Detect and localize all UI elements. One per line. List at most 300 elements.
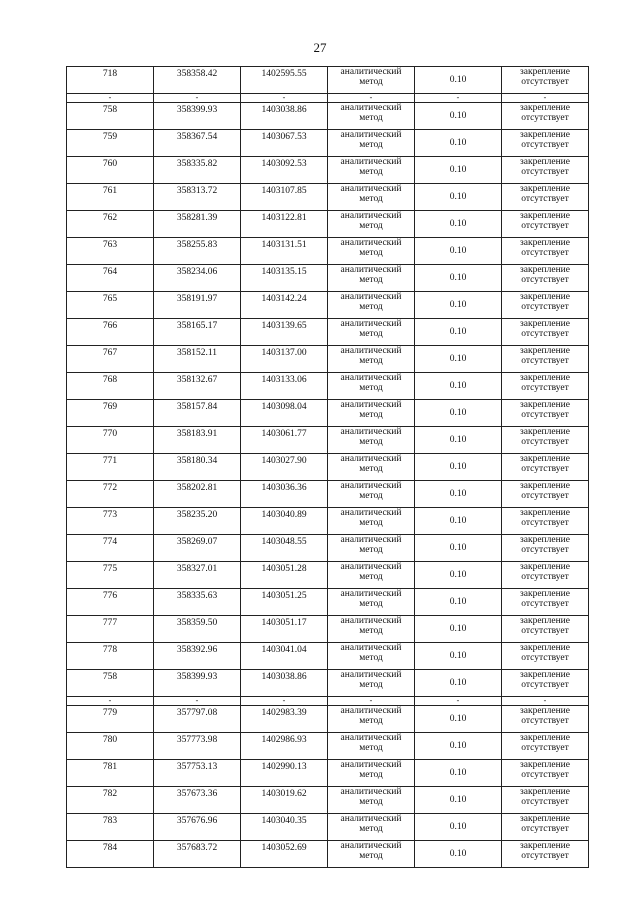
- fixing-cell: [502, 841, 589, 868]
- x-coordinate-cell: 358359.50: [154, 616, 241, 643]
- method-line-1: аналитический: [340, 670, 402, 680]
- method-line-1: аналитический: [340, 814, 402, 824]
- fixing-cell: [502, 400, 589, 427]
- method-line-2: метод: [359, 518, 383, 528]
- y-coordinate-cell: 1403142.24: [241, 292, 328, 319]
- x-coordinate-cell: 358191.97: [154, 292, 241, 319]
- method-cell: [328, 643, 415, 670]
- accuracy-cell: 0.10: [415, 589, 502, 616]
- fixing-line-2: отсутствует: [521, 680, 569, 690]
- fixing-cell: [502, 346, 589, 373]
- method-cell: [328, 562, 415, 589]
- fixing-line-2: отсутствует: [521, 302, 569, 312]
- point-number-cell: 763: [67, 238, 154, 265]
- x-coordinate-cell: 358327.01: [154, 562, 241, 589]
- point-number-cell: 780: [67, 733, 154, 760]
- x-coordinate-cell: 358281.39: [154, 211, 241, 238]
- fixing-line-1: закрепление: [520, 589, 570, 599]
- method-cell: [328, 265, 415, 292]
- table-row: [67, 733, 589, 760]
- fixing-line-2: отсутствует: [521, 743, 569, 753]
- method-line-2: метод: [359, 599, 383, 609]
- fixing-cell: [502, 130, 589, 157]
- method-line-1: аналитический: [340, 787, 402, 797]
- method-line-2: метод: [359, 716, 383, 726]
- table-row: [67, 535, 589, 562]
- method-line-1: аналитический: [340, 481, 402, 491]
- method-cell: [328, 373, 415, 400]
- separator-cell: -: [328, 697, 415, 706]
- table-row: [67, 346, 589, 373]
- fixing-cell: [502, 733, 589, 760]
- fixing-line-1: закрепление: [520, 454, 570, 464]
- x-coordinate-cell: 358392.96: [154, 643, 241, 670]
- method-line-1: аналитический: [340, 319, 402, 329]
- method-line-2: метод: [359, 680, 383, 690]
- method-line-1: аналитический: [340, 643, 402, 653]
- accuracy-cell: 0.10: [415, 643, 502, 670]
- method-cell: [328, 346, 415, 373]
- fixing-cell: [502, 319, 589, 346]
- fixing-line-2: отсутствует: [521, 770, 569, 780]
- method-cell: [328, 67, 415, 94]
- x-coordinate-cell: 358202.81: [154, 481, 241, 508]
- y-coordinate-cell: 1403051.17: [241, 616, 328, 643]
- table-row: [67, 454, 589, 481]
- fixing-line-2: отсутствует: [521, 77, 569, 87]
- accuracy-cell: 0.10: [415, 211, 502, 238]
- fixing-line-2: отсутствует: [521, 464, 569, 474]
- fixing-line-1: закрепление: [520, 814, 570, 824]
- accuracy-cell: 0.10: [415, 67, 502, 94]
- point-number-cell: 766: [67, 319, 154, 346]
- table-row: [67, 292, 589, 319]
- y-coordinate-cell: 1403048.55: [241, 535, 328, 562]
- fixing-line-2: отсутствует: [521, 545, 569, 555]
- x-coordinate-cell: 358180.34: [154, 454, 241, 481]
- point-number-cell: 783: [67, 814, 154, 841]
- fixing-line-2: отсутствует: [521, 653, 569, 663]
- fixing-line-2: отсутствует: [521, 626, 569, 636]
- method-line-1: аналитический: [340, 184, 402, 194]
- x-coordinate-cell: 358165.17: [154, 319, 241, 346]
- point-number-cell: 770: [67, 427, 154, 454]
- separator-cell: -: [241, 697, 328, 706]
- fixing-cell: [502, 454, 589, 481]
- table-row: [67, 616, 589, 643]
- separator-cell: -: [154, 94, 241, 103]
- table-row: [67, 814, 589, 841]
- method-line-2: метод: [359, 545, 383, 555]
- fixing-line-1: закрепление: [520, 706, 570, 716]
- fixing-line-1: закрепление: [520, 130, 570, 140]
- method-line-1: аналитический: [340, 706, 402, 716]
- point-number-cell: 758: [67, 103, 154, 130]
- table-row: [67, 841, 589, 868]
- fixing-line-2: отсутствует: [521, 716, 569, 726]
- method-line-2: метод: [359, 437, 383, 447]
- method-line-2: метод: [359, 275, 383, 285]
- fixing-line-1: закрепление: [520, 373, 570, 383]
- fixing-cell: [502, 427, 589, 454]
- point-number-cell: 773: [67, 508, 154, 535]
- separator-cell: -: [415, 697, 502, 706]
- x-coordinate-cell: 357753.13: [154, 760, 241, 787]
- accuracy-cell: 0.10: [415, 184, 502, 211]
- fixing-cell: [502, 787, 589, 814]
- method-cell: [328, 616, 415, 643]
- method-line-1: аналитический: [340, 238, 402, 248]
- fixing-line-2: отсутствует: [521, 491, 569, 501]
- method-line-1: аналитический: [340, 841, 402, 851]
- fixing-line-1: закрепление: [520, 292, 570, 302]
- accuracy-cell: 0.10: [415, 427, 502, 454]
- point-number-cell: 768: [67, 373, 154, 400]
- fixing-cell: [502, 535, 589, 562]
- fixing-cell: [502, 67, 589, 94]
- x-coordinate-cell: 358157.84: [154, 400, 241, 427]
- fixing-line-2: отсутствует: [521, 356, 569, 366]
- method-cell: [328, 706, 415, 733]
- y-coordinate-cell: 1403107.85: [241, 184, 328, 211]
- x-coordinate-cell: 358358.42: [154, 67, 241, 94]
- y-coordinate-cell: 1403092.53: [241, 157, 328, 184]
- fixing-cell: [502, 103, 589, 130]
- y-coordinate-cell: 1403027.90: [241, 454, 328, 481]
- separator-cell: -: [415, 94, 502, 103]
- accuracy-cell: 0.10: [415, 787, 502, 814]
- coordinates-table: [66, 66, 589, 868]
- fixing-cell: [502, 508, 589, 535]
- separator-cell: -: [67, 697, 154, 706]
- fixing-line-2: отсутствует: [521, 248, 569, 258]
- fixing-line-2: отсутствует: [521, 329, 569, 339]
- x-coordinate-cell: 357676.96: [154, 814, 241, 841]
- accuracy-cell: 0.10: [415, 535, 502, 562]
- accuracy-cell: 0.10: [415, 733, 502, 760]
- accuracy-cell: 0.10: [415, 265, 502, 292]
- method-line-2: метод: [359, 653, 383, 663]
- method-line-2: метод: [359, 329, 383, 339]
- method-line-2: метод: [359, 302, 383, 312]
- method-cell: [328, 535, 415, 562]
- method-line-2: метод: [359, 248, 383, 258]
- fixing-cell: [502, 706, 589, 733]
- fixing-line-2: отсутствует: [521, 194, 569, 204]
- fixing-line-1: закрепление: [520, 211, 570, 221]
- y-coordinate-cell: 1403067.53: [241, 130, 328, 157]
- y-coordinate-cell: 1403038.86: [241, 670, 328, 697]
- method-line-1: аналитический: [340, 292, 402, 302]
- method-cell: [328, 814, 415, 841]
- accuracy-cell: 0.10: [415, 130, 502, 157]
- method-line-1: аналитический: [340, 454, 402, 464]
- x-coordinate-cell: 357773.98: [154, 733, 241, 760]
- y-coordinate-cell: 1403061.77: [241, 427, 328, 454]
- method-cell: [328, 211, 415, 238]
- fixing-cell: [502, 589, 589, 616]
- x-coordinate-cell: 358152.11: [154, 346, 241, 373]
- method-cell: [328, 400, 415, 427]
- fixing-line-2: отсутствует: [521, 275, 569, 285]
- x-coordinate-cell: 358399.93: [154, 103, 241, 130]
- method-cell: [328, 319, 415, 346]
- table-row: [67, 67, 589, 94]
- separator-cell: -: [154, 697, 241, 706]
- method-cell: [328, 103, 415, 130]
- x-coordinate-cell: 358183.91: [154, 427, 241, 454]
- method-cell: [328, 670, 415, 697]
- table-row: [67, 589, 589, 616]
- point-number-cell: 774: [67, 535, 154, 562]
- table-row: [67, 643, 589, 670]
- table-row: [67, 373, 589, 400]
- x-coordinate-cell: 358335.82: [154, 157, 241, 184]
- accuracy-cell: 0.10: [415, 670, 502, 697]
- point-number-cell: 776: [67, 589, 154, 616]
- point-number-cell: 764: [67, 265, 154, 292]
- y-coordinate-cell: 1402595.55: [241, 67, 328, 94]
- method-cell: [328, 481, 415, 508]
- fixing-line-2: отсутствует: [521, 383, 569, 393]
- table-row: [67, 184, 589, 211]
- table-row: [67, 787, 589, 814]
- fixing-line-2: отсутствует: [521, 572, 569, 582]
- fixing-line-1: закрепление: [520, 157, 570, 167]
- y-coordinate-cell: 1402990.13: [241, 760, 328, 787]
- x-coordinate-cell: 357683.72: [154, 841, 241, 868]
- y-coordinate-cell: 1403038.86: [241, 103, 328, 130]
- separator-cell: -: [502, 94, 589, 103]
- method-cell: [328, 130, 415, 157]
- x-coordinate-cell: 358313.72: [154, 184, 241, 211]
- method-line-1: аналитический: [340, 373, 402, 383]
- table-row: [67, 265, 589, 292]
- point-number-cell: 759: [67, 130, 154, 157]
- fixing-line-1: закрепление: [520, 616, 570, 626]
- x-coordinate-cell: 358235.20: [154, 508, 241, 535]
- accuracy-cell: 0.10: [415, 292, 502, 319]
- x-coordinate-cell: 358234.06: [154, 265, 241, 292]
- method-line-1: аналитический: [340, 400, 402, 410]
- fixing-cell: [502, 211, 589, 238]
- fixing-line-1: закрепление: [520, 238, 570, 248]
- separator-cell: -: [67, 94, 154, 103]
- method-line-2: метод: [359, 77, 383, 87]
- method-line-1: аналитический: [340, 562, 402, 572]
- method-cell: [328, 292, 415, 319]
- fixing-line-1: закрепление: [520, 787, 570, 797]
- fixing-line-1: закрепление: [520, 535, 570, 545]
- table-row: [67, 400, 589, 427]
- y-coordinate-cell: 1403041.04: [241, 643, 328, 670]
- fixing-cell: [502, 238, 589, 265]
- accuracy-cell: 0.10: [415, 481, 502, 508]
- fixing-cell: [502, 373, 589, 400]
- method-line-2: метод: [359, 824, 383, 834]
- method-line-1: аналитический: [340, 67, 402, 77]
- method-cell: [328, 589, 415, 616]
- fixing-cell: [502, 814, 589, 841]
- method-cell: [328, 427, 415, 454]
- page-number: 27: [313, 40, 327, 55]
- method-line-1: аналитический: [340, 211, 402, 221]
- fixing-line-2: отсутствует: [521, 599, 569, 609]
- point-number-cell: 718: [67, 67, 154, 94]
- method-line-2: метод: [359, 851, 383, 861]
- fixing-line-2: отсутствует: [521, 167, 569, 177]
- method-line-1: аналитический: [340, 508, 402, 518]
- fixing-cell: [502, 265, 589, 292]
- accuracy-cell: 0.10: [415, 760, 502, 787]
- separator-row: [67, 94, 589, 103]
- method-line-2: метод: [359, 464, 383, 474]
- fixing-line-1: закрепление: [520, 670, 570, 680]
- method-cell: [328, 454, 415, 481]
- y-coordinate-cell: 1402983.39: [241, 706, 328, 733]
- separator-cell: -: [241, 94, 328, 103]
- fixing-line-2: отсутствует: [521, 113, 569, 123]
- fixing-line-2: отсутствует: [521, 518, 569, 528]
- method-line-2: метод: [359, 491, 383, 501]
- fixing-line-1: закрепление: [520, 346, 570, 356]
- fixing-line-1: закрепление: [520, 67, 570, 77]
- fixing-line-1: закрепление: [520, 733, 570, 743]
- fixing-line-1: закрепление: [520, 103, 570, 113]
- fixing-line-1: закрепление: [520, 481, 570, 491]
- method-cell: [328, 760, 415, 787]
- table-row: [67, 103, 589, 130]
- fixing-line-1: закрепление: [520, 562, 570, 572]
- y-coordinate-cell: 1403133.06: [241, 373, 328, 400]
- x-coordinate-cell: 358269.07: [154, 535, 241, 562]
- method-line-2: метод: [359, 572, 383, 582]
- fixing-line-1: закрепление: [520, 319, 570, 329]
- accuracy-cell: 0.10: [415, 814, 502, 841]
- method-line-2: метод: [359, 356, 383, 366]
- accuracy-cell: 0.10: [415, 238, 502, 265]
- fixing-cell: [502, 292, 589, 319]
- fixing-line-1: закрепление: [520, 265, 570, 275]
- method-cell: [328, 238, 415, 265]
- fixing-line-2: отсутствует: [521, 797, 569, 807]
- table-body: [67, 67, 589, 868]
- accuracy-cell: 0.10: [415, 454, 502, 481]
- fixing-line-2: отсутствует: [521, 221, 569, 231]
- method-line-1: аналитический: [340, 616, 402, 626]
- x-coordinate-cell: 358255.83: [154, 238, 241, 265]
- point-number-cell: 779: [67, 706, 154, 733]
- method-line-1: аналитический: [340, 103, 402, 113]
- table-row: [67, 508, 589, 535]
- method-cell: [328, 184, 415, 211]
- y-coordinate-cell: 1403137.00: [241, 346, 328, 373]
- y-coordinate-cell: 1403051.25: [241, 589, 328, 616]
- x-coordinate-cell: 358132.67: [154, 373, 241, 400]
- method-line-2: метод: [359, 140, 383, 150]
- separator-cell: -: [328, 94, 415, 103]
- point-number-cell: 782: [67, 787, 154, 814]
- method-line-1: аналитический: [340, 733, 402, 743]
- fixing-cell: [502, 670, 589, 697]
- table-row: [67, 157, 589, 184]
- separator-row: [67, 697, 589, 706]
- fixing-line-1: закрепление: [520, 841, 570, 851]
- y-coordinate-cell: 1403131.51: [241, 238, 328, 265]
- y-coordinate-cell: 1403040.89: [241, 508, 328, 535]
- x-coordinate-cell: 358399.93: [154, 670, 241, 697]
- point-number-cell: 769: [67, 400, 154, 427]
- method-line-2: метод: [359, 383, 383, 393]
- fixing-line-1: закрепление: [520, 184, 570, 194]
- fixing-line-1: закрепление: [520, 508, 570, 518]
- y-coordinate-cell: 1403052.69: [241, 841, 328, 868]
- x-coordinate-cell: 358367.54: [154, 130, 241, 157]
- separator-cell: -: [502, 697, 589, 706]
- fixing-cell: [502, 616, 589, 643]
- point-number-cell: 758: [67, 670, 154, 697]
- y-coordinate-cell: 1403019.62: [241, 787, 328, 814]
- method-line-2: метод: [359, 626, 383, 636]
- method-line-2: метод: [359, 770, 383, 780]
- accuracy-cell: 0.10: [415, 706, 502, 733]
- table-row: [67, 211, 589, 238]
- fixing-line-2: отсутствует: [521, 410, 569, 420]
- accuracy-cell: 0.10: [415, 373, 502, 400]
- method-cell: [328, 787, 415, 814]
- y-coordinate-cell: 1403040.35: [241, 814, 328, 841]
- point-number-cell: 761: [67, 184, 154, 211]
- point-number-cell: 760: [67, 157, 154, 184]
- method-line-2: метод: [359, 221, 383, 231]
- fixing-cell: [502, 643, 589, 670]
- y-coordinate-cell: 1403139.65: [241, 319, 328, 346]
- fixing-line-2: отсутствует: [521, 824, 569, 834]
- table-row: [67, 760, 589, 787]
- table-row: [67, 130, 589, 157]
- table-row: [67, 427, 589, 454]
- method-line-2: метод: [359, 410, 383, 420]
- method-line-1: аналитический: [340, 130, 402, 140]
- y-coordinate-cell: 1403051.28: [241, 562, 328, 589]
- point-number-cell: 771: [67, 454, 154, 481]
- point-number-cell: 772: [67, 481, 154, 508]
- y-coordinate-cell: 1403098.04: [241, 400, 328, 427]
- table-row: [67, 319, 589, 346]
- method-line-2: метод: [359, 167, 383, 177]
- fixing-cell: [502, 760, 589, 787]
- point-number-cell: 781: [67, 760, 154, 787]
- fixing-line-1: закрепление: [520, 643, 570, 653]
- x-coordinate-cell: 357797.08: [154, 706, 241, 733]
- point-number-cell: 767: [67, 346, 154, 373]
- table-row: [67, 238, 589, 265]
- method-line-1: аналитический: [340, 589, 402, 599]
- method-cell: [328, 841, 415, 868]
- method-line-2: метод: [359, 194, 383, 204]
- method-line-2: метод: [359, 113, 383, 123]
- method-line-1: аналитический: [340, 535, 402, 545]
- point-number-cell: 765: [67, 292, 154, 319]
- accuracy-cell: 0.10: [415, 346, 502, 373]
- accuracy-cell: 0.10: [415, 508, 502, 535]
- method-line-1: аналитический: [340, 265, 402, 275]
- method-line-2: метод: [359, 743, 383, 753]
- fixing-line-1: закрепление: [520, 400, 570, 410]
- accuracy-cell: 0.10: [415, 562, 502, 589]
- table-row: [67, 670, 589, 697]
- y-coordinate-cell: 1403122.81: [241, 211, 328, 238]
